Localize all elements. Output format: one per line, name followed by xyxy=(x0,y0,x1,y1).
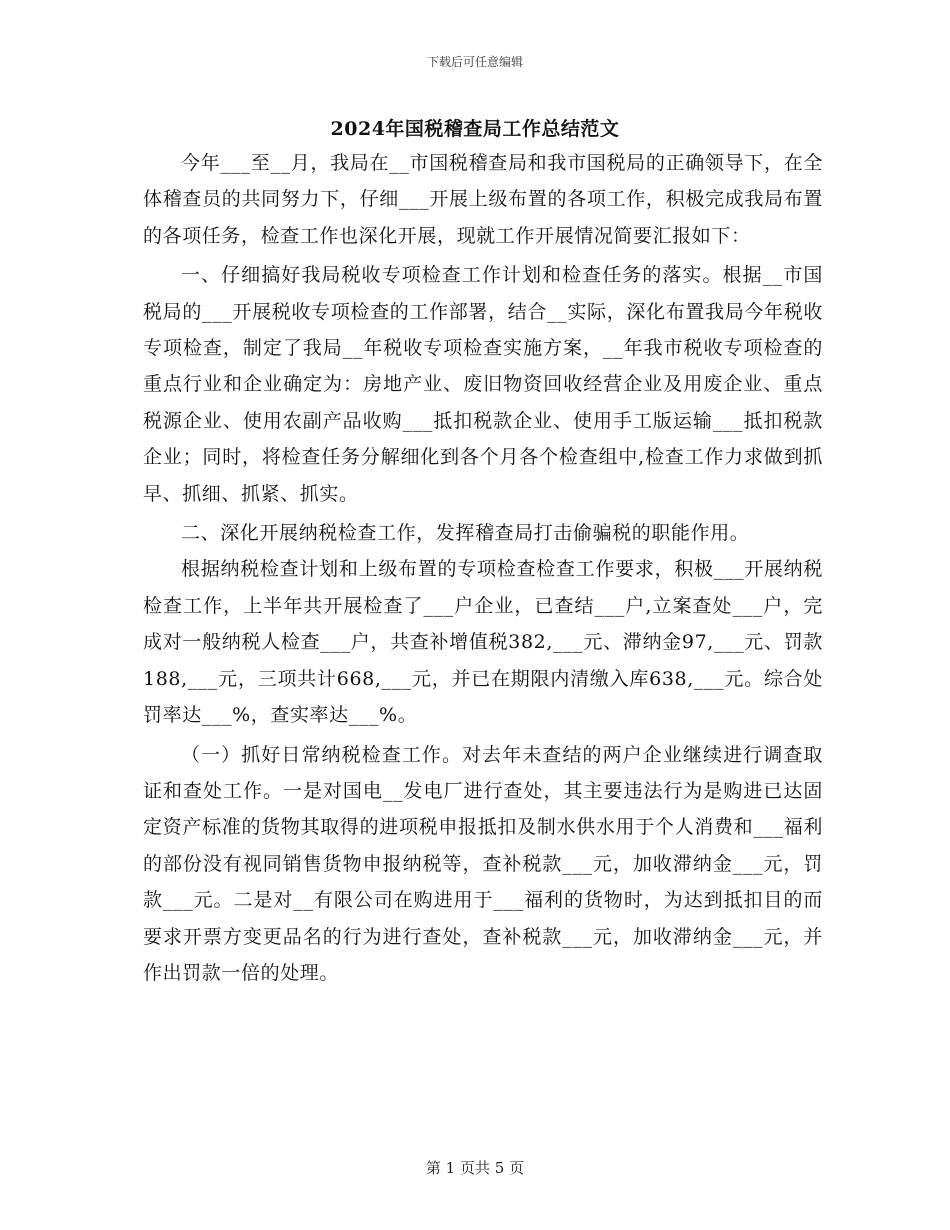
document-title: 2024年国税稽查局工作总结范文 xyxy=(330,118,620,140)
header-note: 下载后可任意编辑 xyxy=(426,55,523,69)
paragraph-intro: 今年___至__月，我局在__市国税稽查局和我市国税局的正确领导下，在全体稽查员的共同努力下，仔细___开展上级布置的各项工作，积极完成我局布置的各项任务，检查工作也深化开展，现就工作开展情况简要汇报如下： xyxy=(143,152,823,247)
paragraph-section-2-heading: 二、深化开展纳税检查工作，发挥稽查局打击偷骗税的职能作用。 xyxy=(181,522,750,545)
paragraph-section-2-body: 根据纳税检查计划和上级布置的专项检查检查工作要求，积极___开展纳税检查工作，上半年共开展检查了___户企业，已查结___户,立案查处___户，完成对一般纳税人检查___户，共查补增值税382,___元、滞纳金97,___元、罚款188,___元，三项共计668,___元，并已在期限内清缴入库638,___元。综合处罚率达___%，查实率达___%。 xyxy=(143,558,823,727)
page-footer: 第 1 页共 5 页 xyxy=(425,1159,525,1177)
paragraph-subsection-1: （一）抓好日常纳税检查工作。对去年未查结的两户企业继续进行调查取证和查处工作。一是对国电__发电厂进行查处，其主要违法行为是购进已达固定资产标准的货物其取得的进项税申报抵扣及制水供水用于个人消费和___福利的部份没有视同销售货物申报纳税等，查补税款___元，加收滞纳金___元，罚款___元。二是对__有限公司在购进用于___福利的货物时，为达到抵扣目的而要求开票方变更品名的行为进行查处，查补税款___元，加收滞纳金___元，并作出罚款一倍的处理。 xyxy=(143,743,823,984)
paragraph-section-1: 一、仔细搞好我局税收专项检查工作计划和检查任务的落实。根据__市国税局的___开展税收专项检查的工作部署，结合__实际，深化布置我局今年税收专项检查，制定了我局__年税收专项检查实施方案，__年我市税收专项检查的重点行业和企业确定为：房地产业、废旧物资回收经营企业及用废企业、重点税源企业、使用农副产品收购___抵扣税款企业、使用手工版运输___抵扣税款企业；同时，将检查任务分解细化到各个月各个检查组中,检查工作力求做到抓早、抓细、抓紧、抓实。 xyxy=(143,264,823,505)
document-body xyxy=(143,145,823,991)
